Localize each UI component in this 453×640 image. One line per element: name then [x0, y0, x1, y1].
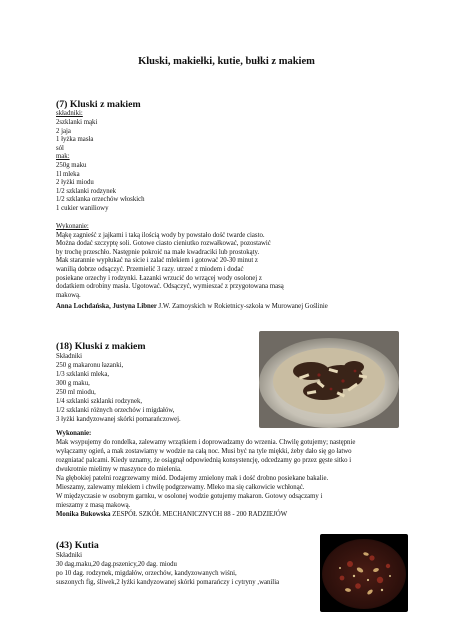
recipe-7-method-line: posiekane orzechy i rodzynki. Łazanki wrzucić do wrzącej wody osolonej z: [56, 274, 262, 282]
recipe-18-method-line: Na głębokiej patelni rozgrzewamy miód. Dodajemy zmielony mak i dość drobno posiekane bakalie.: [56, 475, 329, 482]
recipe-7-ingredient: 1 łyżka masła: [56, 136, 94, 144]
recipe-7-author-name: Anna Lochdańska, Justyna Libner: [56, 303, 157, 310]
recipe-7-method-line: Mąkę zagnieść z jajkami i taką ilością wody by powstało dość twarde ciasto.: [56, 231, 265, 239]
recipe-18-method-line: wyłączamy ogień, a mak zostawiamy w wodzie na całą noc. Musi być na tyle miękki, żeby dało się go łatwo: [56, 448, 352, 455]
recipe-7-mak-item: 1/2 szklanki rodzynek: [56, 187, 117, 195]
recipe-18-method-line: W międzyczasie w osobnym garnku, w osolonej wodzie gotujemy makaron. Gotowy odsączamy i: [56, 493, 323, 500]
recipe-7-mak-label: mak:: [56, 153, 70, 161]
recipe-18-ingredient: 300 g maku,: [56, 380, 90, 387]
recipe-7-method-line: Mak starannie wypłukać na sicie i zalać mlekiem i gotować 20-30 minut z: [56, 257, 258, 265]
recipe-7-mak-item: 1l mleka: [56, 170, 80, 178]
recipe-18-method-line: Mak wsypujemy do rondelka, zalewamy wrzątkiem i doprowadzamy do wrzenia. Chwilę gotujemy; następnie: [56, 439, 356, 446]
recipe-18-ingredient: 1/3 szklanki mleka,: [56, 371, 110, 378]
recipe-18-method-line: rozgniatać palcami. Kiedy uznamy, że osiągnął odpowiednią konsystencję, odcedzamy go przez gęste sitko i: [56, 457, 352, 464]
recipe-18-ingredient: 1/4 szklanki szklanki rodzynek,: [56, 398, 143, 405]
recipe-18-ingredient: 250 g makaronu łazanki,: [56, 362, 124, 369]
recipe-7-author-school: J.W. Zamoyskich w Rokietnicy-szkoła w Murowanej Goślinie: [156, 303, 328, 310]
recipe-18-author-school: ZESPÓŁ SZKÓŁ MECHANICZNYCH 88 - 200 RADZIEJÓW: [110, 511, 288, 518]
recipe-18-method-line: mieszamy z masą makową.: [56, 502, 131, 509]
kutia-photo: [320, 534, 408, 612]
recipe-18-heading: (18) Kluski z makiem: [56, 341, 146, 352]
recipe-18-ingredient: 250 ml miodu,: [56, 389, 96, 396]
recipe-7-method-line: Można dodać szczyptę soli. Gotowe ciasto cieniutko rozwałkować, pozostawić: [56, 240, 271, 248]
recipe-7-mak-item: 2 łyżki miodu: [56, 179, 94, 187]
kluski-z-makiem-photo: [259, 331, 399, 428]
recipe-43-line: suszonych fig, śliwek,2 łyżki kandyzowanej skórki pomarańczy i cytryny ,wanilia: [56, 579, 280, 586]
page-title: Kluski, makiełki, kutie, bułki z makiem: [138, 56, 315, 67]
recipe-7-method-line: wanilią dobrze odsączyć. Przemielić 3 razy. utrzeć z miodem i dodać: [56, 266, 244, 273]
recipe-18-method-line: Mieszamy, zalewamy mlekiem i chwilę podgrzewamy. Mleko ma się całkowicie wchłonąć.: [56, 484, 305, 491]
recipe-7-method-line: by trochę przeschło. Następnie pokroić na małe kwadraciki lub prostokąty.: [56, 248, 260, 256]
recipe-7-method-label: Wykonanie:: [56, 223, 89, 230]
recipe-18-ingredients-label: Składniki: [56, 353, 83, 360]
recipe-7-author: [56, 303, 328, 312]
recipe-18-method-line: dwukrotnie mielimy w maszynce do mielenia.: [56, 466, 182, 473]
recipe-7-method-line: makową.: [56, 291, 81, 299]
recipe-7-heading: (7) Kluski z makiem: [56, 99, 141, 110]
recipe-7-ingredient: 2szklanki mąki: [56, 119, 98, 126]
recipe-43-line: 30 dag.maku,20 dag.pszenicy,20 dag. miodu: [56, 561, 177, 568]
recipe-18-author-name: Monika Bukowska: [56, 511, 111, 518]
recipe-7-mak-item: 1/2 szklanka orzechów włoskich: [56, 196, 145, 204]
recipe-18-method-label: Wykonanie:: [56, 430, 92, 437]
recipe-43-line: po 10 dag. rodzynek, migdałów, orzechów, kandyzowanych wiśni,: [56, 570, 237, 577]
recipe-7-ingredient: 2 jaja: [56, 127, 71, 135]
recipe-7-ingredient: sól: [56, 144, 64, 152]
recipe-7-mak-item: 1 cukier waniliowy: [56, 205, 109, 212]
recipe-43-heading: (43) Kutia: [56, 540, 99, 551]
recipe-18-author: [56, 511, 287, 520]
recipe-7-ingredients-label: składniki:: [56, 110, 83, 117]
recipe-18-ingredient: 1/2 szklanki różnych orzechów i migdałów,: [56, 407, 175, 414]
recipe-7-mak-item: 250g maku: [56, 162, 87, 169]
recipe-7-method-line: dodatkiem odrobiny masła. Ugotować. Odsączyć, wymieszać z przygotowana masą: [56, 283, 284, 291]
recipe-43-ingredients-label: Składniki: [56, 552, 83, 559]
recipe-18-ingredient: 3 łyżki kandyzowanej skórki pomarańczowej.: [56, 416, 181, 423]
